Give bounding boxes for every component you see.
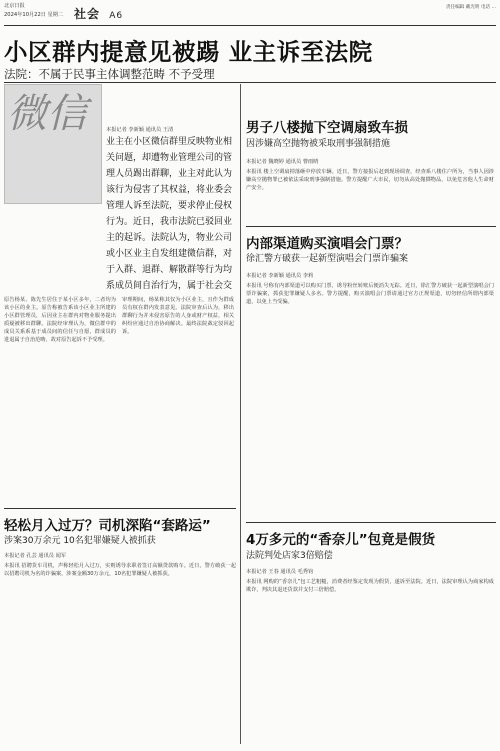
lead-headline: 小区群内提意见被踢 业主诉至法院 bbox=[4, 38, 373, 66]
column-divider bbox=[240, 84, 241, 744]
divider bbox=[4, 82, 496, 83]
divider bbox=[4, 508, 236, 509]
editor-info: 责任编辑 戴光明 电话 ... bbox=[445, 5, 496, 10]
masthead bbox=[4, 3, 496, 26]
lead-subhead: 法院：不属于民事主体调整范畴 不予受理 bbox=[4, 67, 215, 81]
story-byline: 本报记者 孔芸 通讯员 闻军 bbox=[4, 553, 67, 559]
section-prefix: 社会 bbox=[74, 7, 101, 21]
paper-name: 北京日报 bbox=[4, 3, 25, 9]
divider bbox=[246, 522, 496, 523]
story-byline: 本报记者 魏晓婷 通讯员 曹雨晴 bbox=[246, 159, 319, 165]
section-title bbox=[74, 5, 123, 22]
story-headline: 轻松月入过万？司机深陷“套路运” bbox=[4, 518, 211, 534]
story-subhead: 法院判处店家3倍赔偿 bbox=[246, 551, 333, 561]
story-body: 本报讯 招聘货车司机，声称轻松月入过万，实则诱导求职者签订高额贷款购车。近日，警方破获一起以招聘司机为名的诈骗案，涉案金额30万余元，10名犯罪嫌疑人被抓获。 bbox=[4, 563, 236, 577]
story-subhead: 因涉嫌高空抛物被采取刑事强制措施 bbox=[246, 139, 391, 149]
story-byline: 本报记者 王春 通讯员 毛秀钧 bbox=[246, 569, 314, 575]
story-body: 本报讯 号称有内部渠道可以购买门票，诱导粉丝转账后便消失无踪。近日，徐汇警方破获一起新型演唱会门票诈骗案，抓获犯罪嫌疑人多名。警方提醒，购买演唱会门票请通过官方正规渠道，切勿轻信所谓内部渠道，以免上当受骗。 bbox=[246, 283, 494, 305]
story-headline: 4万多元的“香奈儿”包竟是假货 bbox=[246, 532, 436, 548]
story-subhead: 涉案30万余元 10名犯罪嫌疑人被抓获 bbox=[4, 536, 156, 546]
story-body: 本报讯 网购的“香奈儿”包工艺粗糙，消费者经鉴定发现为假货，遂诉至法院。近日，法院审理认为商家构成欺诈，判决其退还货款并支付三倍赔偿。 bbox=[246, 579, 494, 593]
story-byline: 本报记者 李新颖 通讯员 李莉 bbox=[246, 273, 314, 279]
story-body: 本报讯 楼上空调扇掉落砸中停放车辆。近日，警方接报后赶到现场调查，经查系八楼住户所为，当事人因涉嫌高空抛物罪已被依法采取刑事强制措施。警方提醒广大市民，切勿从高处抛掷物品，以免危害他人生命财产安全。 bbox=[246, 169, 494, 191]
lead-byline: 本报记者 李新颖 通讯员 王清 bbox=[106, 127, 174, 133]
story-headline: 内部渠道购买演唱会门票？ bbox=[246, 236, 408, 252]
photo-lettering: 微信 bbox=[7, 91, 87, 137]
lead-body-col2: 审理期间，杨某称其仅为小区业主，且作为群成员有权在群内发表意见。法院审查后认为，移出群聊行为并未侵害原告的人身或财产权益，相关纠纷应通过自治协商解决。最终法院裁定驳回起诉。 bbox=[122, 297, 234, 335]
lead-photo bbox=[4, 84, 102, 204]
lead-body-col1: 原告杨某、陈先生居住于某小区多年，二者均为该小区的业主。原告称被告系该小区业主所建的小区群管理员，后因业主在群内对物业服务提出质疑被移出群聊。法院经审理认为，微信群中的成员关系系基于成员间的信任与自愿，群成员的进退属于自治范畴，故对原告起诉不予受理。 bbox=[4, 297, 116, 343]
lead-paragraph: 业主在小区微信群里反映物业相关问题，却遭物业管理公司的管理人员踢出群聊，业主对此认为该行为侵害了其权益，将业委会管理人诉至法院，要求停止侵权行为。近日，我市法院已驳回业主的起诉。法院认为，物业公司或小区业主自发组建微信群，对于入群、退群、解散群等行为均系成员间自治行为，属于社会交 bbox=[106, 137, 233, 290]
page-code: A6 bbox=[109, 11, 124, 21]
story-subhead: 徐汇警方破获一起新型演唱会门票诈骗案 bbox=[246, 254, 409, 264]
date-line: 2024年10月22日 星期二 bbox=[4, 12, 64, 18]
story-headline: 男子八楼抛下空调扇致车损 bbox=[246, 120, 408, 136]
divider bbox=[246, 226, 496, 227]
